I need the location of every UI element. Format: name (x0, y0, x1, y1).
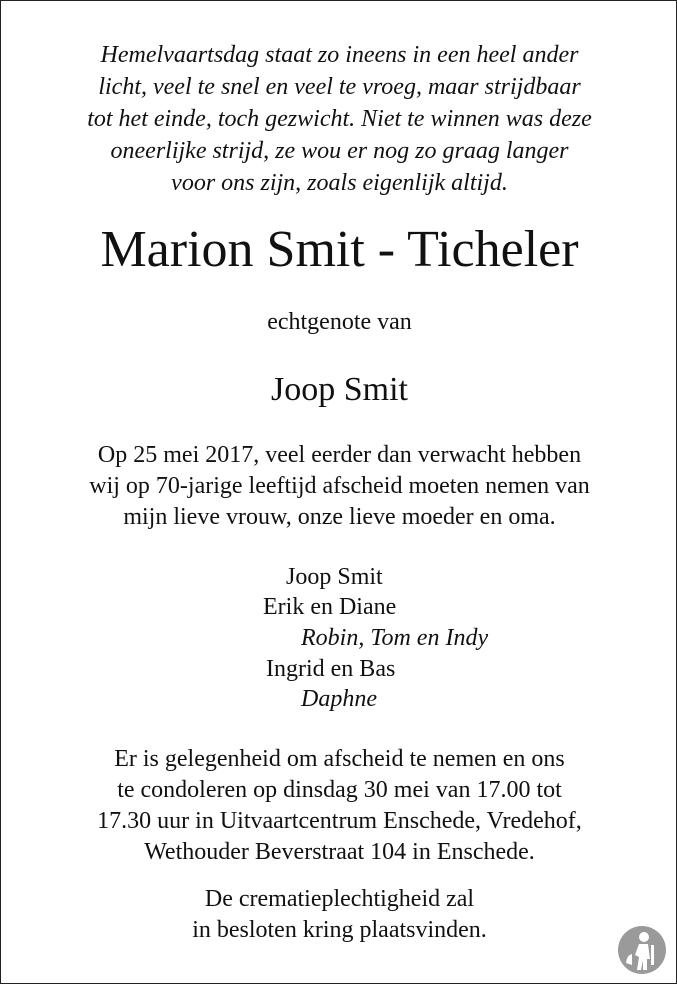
announcement-line: Op 25 mei 2017, veel eerder dan verwacht hebben (97, 442, 582, 468)
cremation-line: in besloten kring plaatsvinden. (192, 917, 487, 943)
deceased-name: Marion Smit - Ticheler (100, 221, 579, 278)
cremation-text (21, 884, 658, 946)
condolence-line: Wethouder Beverstraat 104 in Enschede. (144, 839, 535, 865)
condolence-text (21, 744, 658, 868)
poem-line: voor ons zijn, zoals eigenlijk altijd. (171, 170, 508, 196)
family-member: Joop Smit (286, 564, 383, 590)
condolence-line: te condoleren op dinsdag 30 mei van 17.00 tot (117, 777, 562, 803)
spouse-name: Joop Smit (271, 371, 408, 408)
poem-line: oneerlijke strijd, ze wou er nog zo graag langer (110, 138, 569, 164)
grandchildren: Daphne (301, 686, 377, 712)
cremation-line: De crematieplechtigheid zal (204, 886, 475, 912)
condolence-line: Er is gelegenheid om afscheid te nemen en ons (114, 746, 565, 772)
grandchildren: Robin, Tom en Indy (301, 625, 489, 651)
poem-line: licht, veel te snel en veel te vroeg, maar strijdbaar (98, 74, 581, 100)
family-member: Erik en Diane (263, 594, 397, 620)
opening-poem (21, 39, 658, 199)
spouse-label: echtgenote van (267, 309, 412, 335)
condolence-line: 17.30 uur in Uitvaartcentrum Enschede, Vredehof, (97, 808, 582, 834)
memorial-figure-icon (617, 925, 667, 975)
announcement-text (21, 440, 658, 533)
announcement-line: mijn lieve vrouw, onze lieve moeder en oma. (123, 504, 556, 530)
poem-line: tot het einde, toch gezwicht. Niet te winnen was deze (87, 106, 592, 132)
family-list (1, 562, 677, 722)
family-member: Ingrid en Bas (266, 656, 396, 682)
announcement-line: wij op 70-jarige leeftijd afscheid moeten nemen van (89, 473, 590, 499)
poem-line: Hemelvaartsdag staat zo ineens in een heel ander (100, 42, 579, 68)
